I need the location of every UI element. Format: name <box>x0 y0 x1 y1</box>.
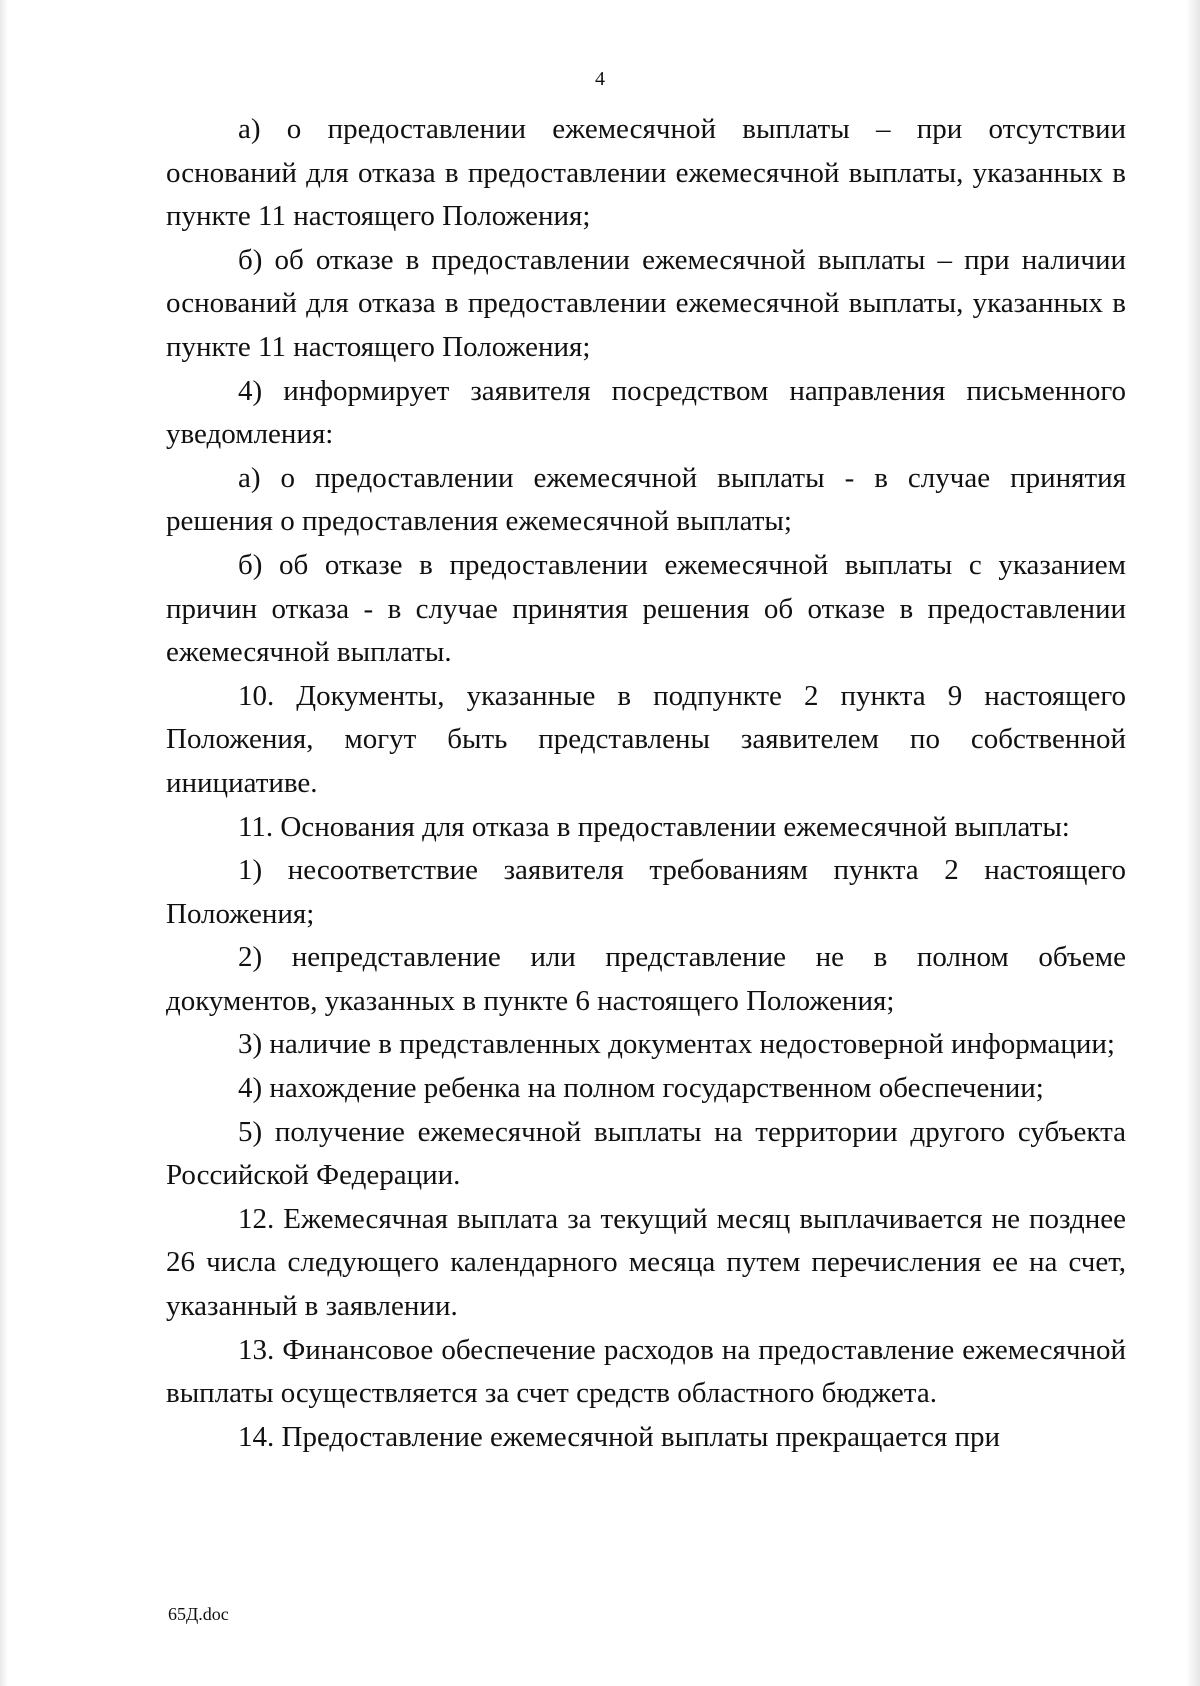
paragraph-a-grant: а) о предоставлении ежемесячной выплаты – при отсутствии оснований для отказа в предоставлении ежемесячной выплаты, указанных в пункте 11 настоящего Положения; <box>166 113 1126 233</box>
paragraph-12: 12. Ежемесячная выплата за текущий месяц выплачивается не позднее 26 числа следующего календарного месяца путем перечисления ее на счет, указанный в заявлении. <box>166 1202 1126 1323</box>
paragraph-11-3: 3) наличие в представленных документах недостоверной информации; <box>238 1028 1115 1061</box>
paragraph-11-4: 4) нахождение ребенка на полном государственном обеспечении; <box>238 1072 1044 1105</box>
paragraph-13: 13. Финансовое обеспечение расходов на предоставление ежемесячной выплаты осуществляется за счет средств областного бюджета. <box>166 1333 1126 1410</box>
paragraph-11-5: 5) получение ежемесячной выплаты на территории другого субъекта Российской Федерации. <box>166 1115 1126 1192</box>
paragraph-b-notice-refusal: б) об отказе в предоставлении ежемесячной выплаты с указанием причин отказа - в случае принятия решения об отказе в предоставлении ежемесячной выплаты. <box>166 548 1126 669</box>
paragraph-14: 14. Предоставление ежемесячной выплаты прекращается при <box>238 1420 1001 1453</box>
paragraph-10: 10. Документы, указанные в подпункте 2 пункта 9 настоящего Положения, могут быть представлены заявителем по собственной инициативе. <box>166 679 1126 799</box>
paragraph-b-refusal: б) об отказе в предоставлении ежемесячной выплаты – при наличии оснований для отказа в предоставлении ежемесячной выплаты, указанных в пункте 11 настоящего Положения; <box>166 243 1126 363</box>
paragraph-4-inform: 4) информирует заявителя посредством направления письменного уведомления: <box>166 374 1126 451</box>
footer-filename: 65Д.doc <box>168 1604 229 1624</box>
scan-edge-left <box>0 0 8 1686</box>
paragraph-11-2: 2) непредставление или представление не в полном объеме документов, указанных в пункте 6 настоящего Положения; <box>166 941 1126 1017</box>
paragraph-11: 11. Основания для отказа в предоставлении ежемесячной выплаты: <box>238 810 1070 843</box>
page-number: 4 <box>595 68 605 90</box>
document-body <box>166 108 1126 1459</box>
scan-edge-right <box>1186 0 1200 1686</box>
paragraph-a-notice-grant: а) о предоставлении ежемесячной выплаты - в случае принятия решения о предоставления ежемесячной выплаты; <box>166 461 1126 538</box>
paragraph-11-1: 1) несоответствие заявителя требованиям пункта 2 настоящего Положения; <box>166 854 1126 930</box>
